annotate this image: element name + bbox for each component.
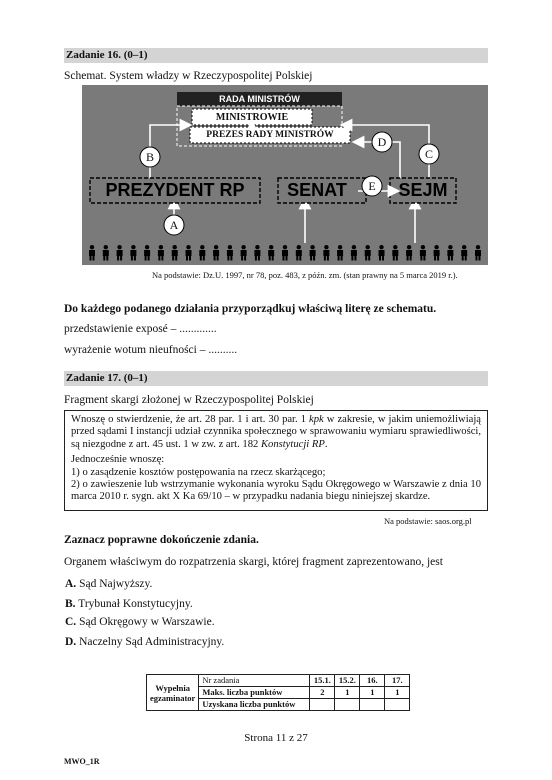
quote-paragraph-2: Jednocześnie wnoszę:: [71, 454, 165, 466]
citizen-figure: [296, 245, 302, 261]
citizen-figure: [117, 245, 123, 261]
task16-intro: Schemat. System władzy w Rzeczypospolitej Polskiej: [64, 70, 313, 82]
citizen-figure: [130, 245, 136, 261]
letter-a: A: [169, 218, 179, 232]
task17-question: Organem właściwym do rozpatrzenia skargi, której fragment zaprezentowano, jest: [64, 556, 443, 568]
letter-c: C: [424, 147, 433, 161]
citizen-figure: [434, 245, 440, 261]
prezes-label: PREZES RADY MINISTRÓW: [206, 130, 334, 140]
citizen-figure: [199, 245, 205, 261]
senat-label: SENAT: [287, 180, 347, 200]
examiner-label: Wypełnia egzaminator: [147, 675, 199, 711]
citizen-figure: [186, 245, 192, 261]
citizen-figure: [365, 245, 371, 261]
prezydent-label: PREZYDENT RP: [105, 180, 245, 200]
citizen-figure: [461, 245, 467, 261]
complaint-fragment: [64, 410, 488, 511]
row-label-max-points: Maks. liczba punktów: [199, 687, 310, 699]
task17-source: Na podstawie: saos.org.pl: [384, 516, 472, 526]
rada-ministrow-label: RADA MINISTRÓW: [219, 94, 300, 104]
citizen-figure: [227, 245, 233, 261]
quote-paragraph-1: Wnoszę o stwierdzenie, że art. 28 par. 1 i art. 30 par. 1 kpk w zakresie, w jakim uniemożliwiają przed sądami I instancji udział czynnika społecznego w sprawowaniu wymiaru sprawiedliwości, są niezgodne z art. 45 ust. 1 w zw. z art. 182 Konstytucji RP.: [71, 414, 481, 450]
power-system-diagram: [82, 85, 488, 265]
task17-header: Zadanie 17. (0–1): [64, 371, 488, 386]
citizen-figure: [420, 245, 426, 261]
obtained-points-cell[interactable]: [360, 699, 385, 711]
citizen-figure: [103, 245, 109, 261]
obtained-points-cell[interactable]: [385, 699, 410, 711]
citizen-figure: [379, 245, 385, 261]
task16-header: Zadanie 16. (0–1): [64, 48, 488, 63]
citizen-figure: [282, 245, 288, 261]
quote-paragraph-4: 2) o zawieszenie lub wstrzymanie wykonania wyroku Sądu Okręgowego w Warszawie z dnia 10 marca 2010 r. sygn. akt X Ka 69/10 – w przypadku nadania biegu niniejszej skardze.: [71, 479, 481, 503]
task16-source: Na podstawie: Dz.U. 1997, nr 78, poz. 483, z późn. zm. (stan prawny na 5 marca 2019 r.).: [152, 270, 458, 280]
task16-item-wotum: wyrażenie wotum nieufności – ..........: [64, 344, 238, 356]
citizen-figure: [172, 245, 178, 261]
citizen-figure: [213, 245, 219, 261]
task17-intro: Fragment skargi złożonej w Rzeczypospolitej Polskiej: [64, 394, 314, 406]
letter-b: B: [145, 150, 154, 164]
citizen-figure: [323, 245, 329, 261]
row-label-task-number: Nr zadania: [199, 675, 310, 687]
obtained-points-cell[interactable]: [310, 699, 335, 711]
citizen-figure: [351, 245, 357, 261]
row-label-obtained-points: Uzyskana liczba punktów: [199, 699, 310, 711]
option-a[interactable]: A. Sąd Najwyższy.: [65, 578, 153, 590]
score-table: Wypełnia egzaminator Nr zadania 15.1. 15.2. 16. 17. Maks. liczba punktów 2 1 1 1 Uzyskana liczba punktów: [146, 674, 410, 711]
citizen-figure: [241, 245, 247, 261]
letter-e: E: [368, 179, 376, 193]
ministrowie-label: MINISTROWIE: [215, 112, 289, 123]
option-c[interactable]: C. Sąd Okręgowy w Warszawie.: [65, 616, 215, 628]
citizen-figure: [447, 245, 453, 261]
citizens-row: [89, 245, 481, 261]
task16-instruction: Do każdego podanego działania przyporządkuj właściwą literę ze schematu.: [64, 303, 437, 315]
option-b[interactable]: B. Trybunał Konstytucyjny.: [65, 598, 193, 610]
exam-code: MWO_1R: [64, 757, 100, 766]
citizen-figure: [158, 245, 164, 261]
citizen-figure: [254, 245, 260, 261]
page-number: Strona 11 z 27: [244, 732, 308, 744]
citizen-figure: [337, 245, 343, 261]
citizen-figure: [406, 245, 412, 261]
quote-paragraph-3: 1) o zasądzenie kosztów postępowania na rzecz skarżącego;: [71, 466, 326, 478]
option-d[interactable]: D. Naczelny Sąd Administracyjny.: [65, 636, 225, 648]
sejm-label: SEJM: [398, 180, 448, 200]
obtained-points-cell[interactable]: [335, 699, 360, 711]
citizen-figure: [392, 245, 398, 261]
citizen-figure: [89, 245, 95, 261]
letter-d: D: [377, 135, 387, 149]
citizen-figure: [268, 245, 274, 261]
task16-item-expose: przedstawienie exposé – .............: [64, 323, 217, 335]
task17-instruction: Zaznacz poprawne dokończenie zdania.: [64, 534, 259, 546]
citizen-figure: [144, 245, 150, 261]
citizen-figure: [475, 245, 481, 261]
citizen-figure: [310, 245, 316, 261]
